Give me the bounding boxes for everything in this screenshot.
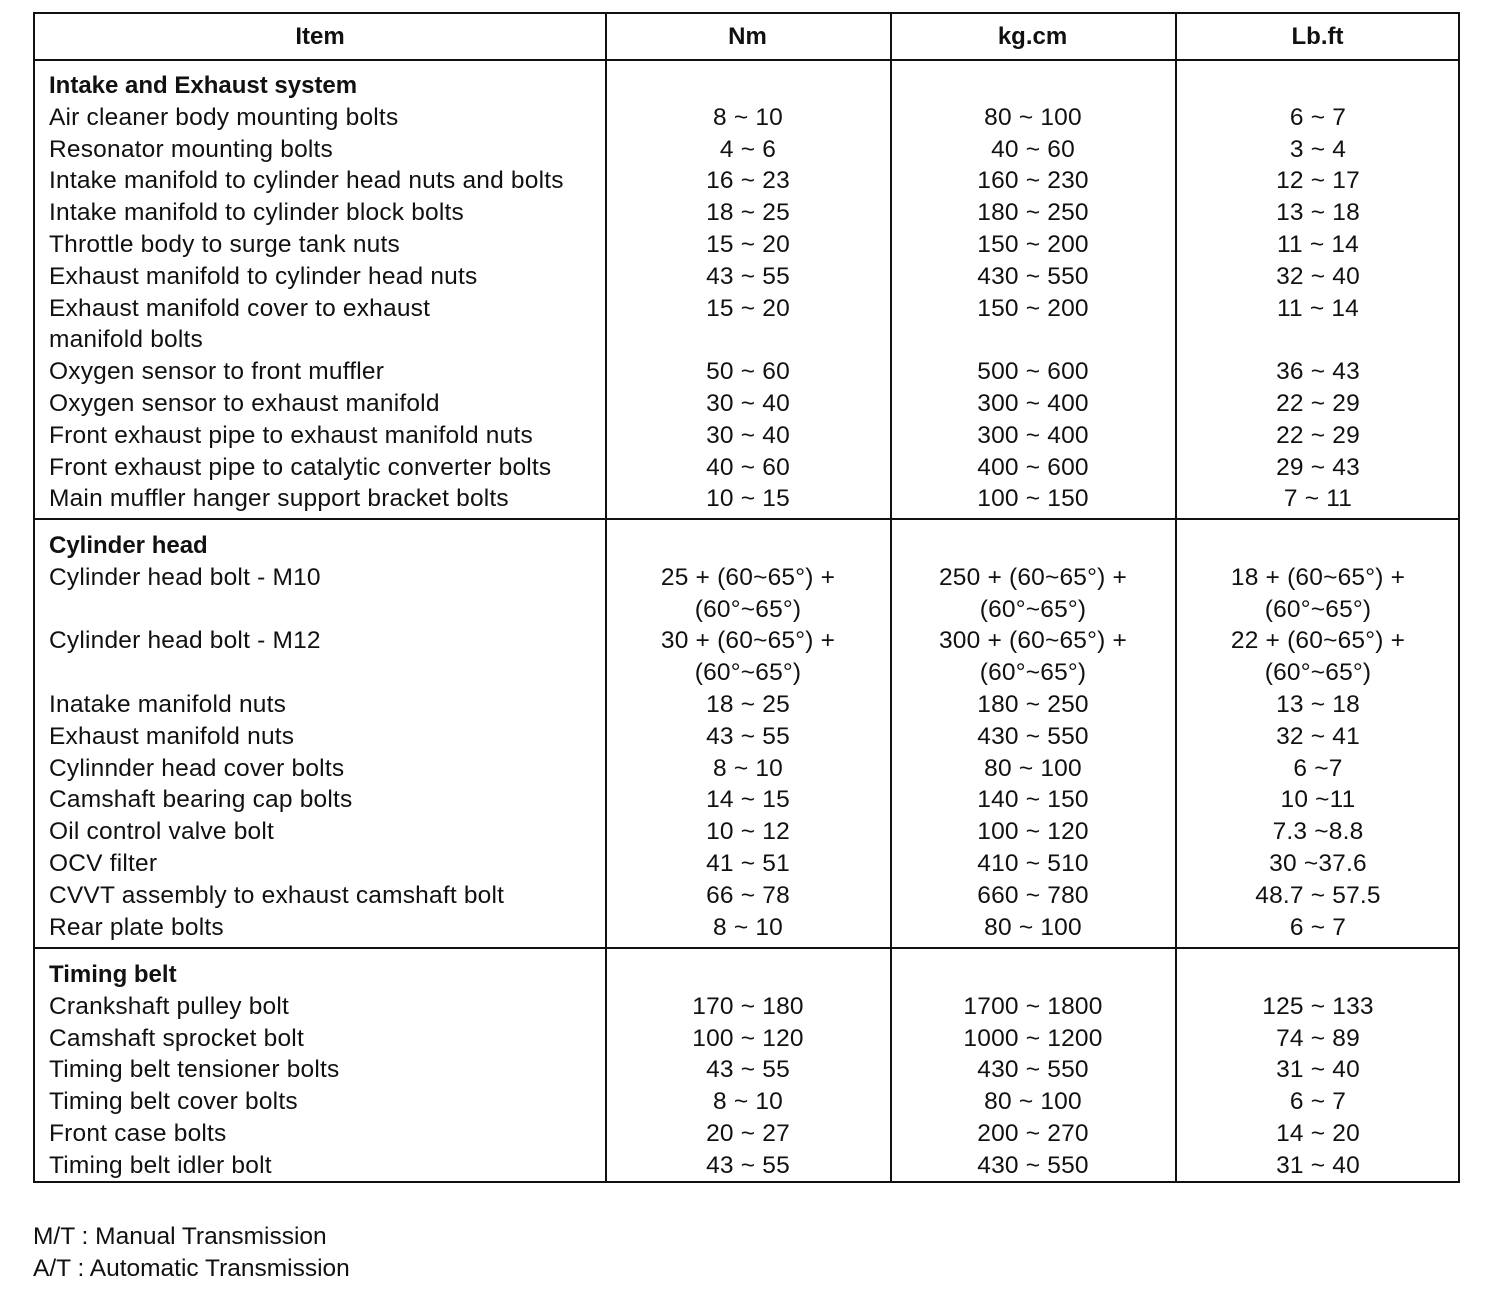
kgcm-cell: 150 ~ 200	[977, 294, 1089, 322]
nm-cell: 4 ~ 6	[719, 135, 777, 163]
nm-cell: 14 ~ 15	[706, 786, 790, 814]
header-item: Item	[295, 23, 345, 50]
nm-cell: 30 ~ 40	[706, 421, 790, 449]
section-divider	[35, 518, 1458, 520]
item-cell: Air cleaner body mounting bolts	[49, 103, 399, 131]
kgcm-cell: 160 ~ 230	[977, 167, 1089, 195]
kgcm-cell: 1000 ~ 1200	[963, 1024, 1103, 1052]
item-cell: CVVT assembly to exhaust camshaft bolt	[49, 881, 505, 909]
item-cell: Exhaust manifold to cylinder head nuts	[49, 262, 478, 290]
kgcm-cell: 430 ~ 550	[977, 262, 1089, 290]
nm-cell: 10 ~ 15	[706, 485, 790, 513]
kgcm-cell: 100 ~ 120	[977, 818, 1089, 846]
item-cell: Crankshaft pulley bolt	[49, 992, 289, 1020]
item-cell: Throttle body to surge tank nuts	[49, 231, 400, 258]
nm-cell: 170 ~ 180	[692, 992, 804, 1020]
kgcm-cell: 200 ~ 270	[977, 1120, 1089, 1147]
nm-cell: 8 ~ 10	[713, 103, 783, 131]
nm-cell: 30 ~ 40	[706, 390, 790, 417]
item-cell: Rear plate bolts	[49, 913, 224, 941]
item-cell: Camshaft sprocket bolt	[49, 1024, 304, 1052]
kgcm-cell: 430 ~ 550	[977, 1056, 1089, 1084]
kgcm-cell: 40 ~ 60	[991, 135, 1075, 163]
nm-cell: 43 ~ 55	[706, 1056, 790, 1084]
nm-cell: 40 ~ 60	[706, 453, 790, 481]
nm-cell: 50 ~ 60	[706, 358, 790, 386]
lbft-cell: 13 ~ 18	[1276, 199, 1360, 227]
lbft-cell: 13 ~ 18	[1276, 691, 1360, 718]
lbft-cell: 6 ~7	[1293, 754, 1343, 782]
item-cell: Front exhaust pipe to exhaust manifold nuts	[49, 421, 533, 449]
lbft-cell: 31 ~ 40	[1276, 1056, 1360, 1084]
lbft-cell: 48.7 ~ 57.5	[1255, 881, 1381, 909]
lbft-cell: 7 ~ 11	[1283, 485, 1353, 513]
lbft-cell: 7.3 ~8.8	[1272, 818, 1364, 846]
lbft-cell: 31 ~ 40	[1276, 1151, 1360, 1179]
kgcm-cell: 1700 ~ 1800	[963, 992, 1103, 1020]
item-cell: Inatake manifold nuts	[49, 691, 287, 718]
item-cell: Cylinnder head cover bolts	[49, 754, 345, 782]
item-cell: Oxygen sensor to exhaust manifold	[49, 390, 440, 417]
lbft-cell: 18 + (60~65°) + (60°~65°)	[1230, 563, 1406, 623]
kgcm-cell: 400 ~ 600	[977, 453, 1089, 481]
footnote-at: A/T : Automatic Transmission	[33, 1255, 350, 1282]
lbft-cell: 22 ~ 29	[1276, 421, 1360, 449]
nm-cell: 43 ~ 55	[706, 722, 790, 750]
item-cell: Cylinder head bolt - M12	[49, 627, 321, 655]
kgcm-cell: 300 + (60~65°) + (60°~65°)	[938, 627, 1128, 687]
lbft-cell: 30 ~37.6	[1269, 850, 1367, 877]
section-title: Intake and Exhaust system	[49, 72, 358, 99]
kgcm-cell: 150 ~ 200	[977, 231, 1089, 258]
item-cell: Cylinder head bolt - M10	[49, 563, 321, 591]
lbft-cell: 32 ~ 40	[1276, 262, 1360, 290]
nm-cell: 16 ~ 23	[706, 167, 790, 195]
item-cell: Timing belt cover bolts	[49, 1088, 298, 1116]
lbft-cell: 6 ~ 7	[1289, 1088, 1347, 1116]
kgcm-cell: 180 ~ 250	[977, 691, 1089, 718]
nm-cell: 8 ~ 10	[713, 913, 783, 941]
item-cell: Timing belt idler bolt	[49, 1151, 272, 1179]
nm-cell: 30 + (60~65°) + (60°~65°)	[660, 627, 836, 687]
nm-cell: 43 ~ 55	[706, 1151, 790, 1179]
header-nm: Nm	[728, 23, 767, 50]
nm-cell: 66 ~ 78	[706, 881, 790, 909]
kgcm-cell: 80 ~ 100	[984, 103, 1082, 131]
item-cell: Camshaft bearing cap bolts	[49, 786, 353, 814]
nm-cell: 18 ~ 25	[706, 199, 790, 227]
nm-cell: 15 ~ 20	[706, 231, 790, 258]
nm-cell: 100 ~ 120	[692, 1024, 804, 1052]
lbft-cell: 36 ~ 43	[1276, 358, 1360, 386]
item-cell: Intake manifold to cylinder head nuts and bolts	[49, 167, 564, 195]
header-lbft: Lb.ft	[1291, 23, 1344, 50]
kgcm-cell: 250 + (60~65°) + (60°~65°)	[938, 563, 1128, 623]
lbft-cell: 6 ~ 7	[1289, 913, 1347, 941]
kgcm-cell: 500 ~ 600	[977, 358, 1089, 386]
lbft-cell: 3 ~ 4	[1289, 135, 1347, 163]
item-cell: Front case bolts	[49, 1120, 227, 1147]
lbft-cell: 12 ~ 17	[1276, 167, 1360, 195]
lbft-cell: 11 ~ 14	[1276, 231, 1359, 258]
item-cell: OCV filter	[49, 850, 158, 877]
torque-spec-table	[33, 12, 1460, 1183]
nm-cell: 15 ~ 20	[706, 294, 790, 322]
lbft-cell: 22 ~ 29	[1276, 390, 1360, 417]
lbft-cell: 11 ~ 14	[1276, 294, 1359, 322]
lbft-cell: 29 ~ 43	[1276, 453, 1360, 481]
nm-cell: 41 ~ 51	[706, 850, 790, 877]
header-divider	[35, 59, 1458, 61]
footnotes	[33, 1221, 350, 1285]
lbft-cell: 32 ~ 41	[1276, 722, 1360, 750]
item-cell: Exhaust manifold cover to exhaust manifold bolts	[49, 294, 431, 354]
header-kgcm: kg.cm	[997, 23, 1068, 50]
nm-cell: 8 ~ 10	[713, 1088, 783, 1116]
kgcm-cell: 80 ~ 100	[984, 1088, 1082, 1116]
footnote-mt: M/T : Manual Transmission	[33, 1223, 327, 1250]
item-cell: Oxygen sensor to front muffler	[49, 358, 385, 386]
item-cell: Oil control valve bolt	[49, 818, 274, 846]
kgcm-cell: 100 ~ 150	[977, 485, 1089, 513]
kgcm-cell: 80 ~ 100	[984, 754, 1082, 782]
kgcm-cell: 660 ~ 780	[977, 881, 1089, 909]
kgcm-cell: 300 ~ 400	[977, 421, 1089, 449]
kgcm-cell: 140 ~ 150	[977, 786, 1089, 814]
section-divider	[35, 947, 1458, 949]
section-title: Timing belt	[49, 961, 177, 988]
lbft-cell: 6 ~ 7	[1289, 103, 1347, 131]
kgcm-cell: 300 ~ 400	[977, 390, 1089, 417]
item-cell: Intake manifold to cylinder block bolts	[49, 199, 464, 227]
item-cell: Timing belt tensioner bolts	[49, 1056, 340, 1084]
lbft-cell: 14 ~ 20	[1276, 1120, 1360, 1147]
kgcm-cell: 430 ~ 550	[977, 722, 1089, 750]
nm-cell: 43 ~ 55	[706, 262, 790, 290]
kgcm-cell: 430 ~ 550	[977, 1151, 1089, 1179]
nm-cell: 20 ~ 27	[706, 1120, 790, 1147]
nm-cell: 10 ~ 12	[706, 818, 790, 846]
nm-cell: 25 + (60~65°) + (60°~65°)	[660, 563, 836, 623]
item-cell: Resonator mounting bolts	[49, 135, 333, 163]
lbft-cell: 74 ~ 89	[1276, 1024, 1360, 1052]
lbft-cell: 22 + (60~65°) + (60°~65°)	[1230, 627, 1406, 687]
nm-cell: 8 ~ 10	[713, 754, 783, 782]
kgcm-cell: 80 ~ 100	[984, 913, 1082, 941]
kgcm-cell: 410 ~ 510	[977, 850, 1089, 877]
item-cell: Front exhaust pipe to catalytic converter bolts	[49, 453, 552, 481]
kgcm-cell: 180 ~ 250	[977, 199, 1089, 227]
item-cell: Exhaust manifold nuts	[49, 722, 295, 750]
section-title: Cylinder head	[49, 532, 208, 559]
item-cell: Main muffler hanger support bracket bolts	[49, 485, 509, 513]
lbft-cell: 10 ~11	[1280, 786, 1356, 814]
nm-cell: 18 ~ 25	[706, 691, 790, 718]
lbft-cell: 125 ~ 133	[1262, 992, 1374, 1020]
